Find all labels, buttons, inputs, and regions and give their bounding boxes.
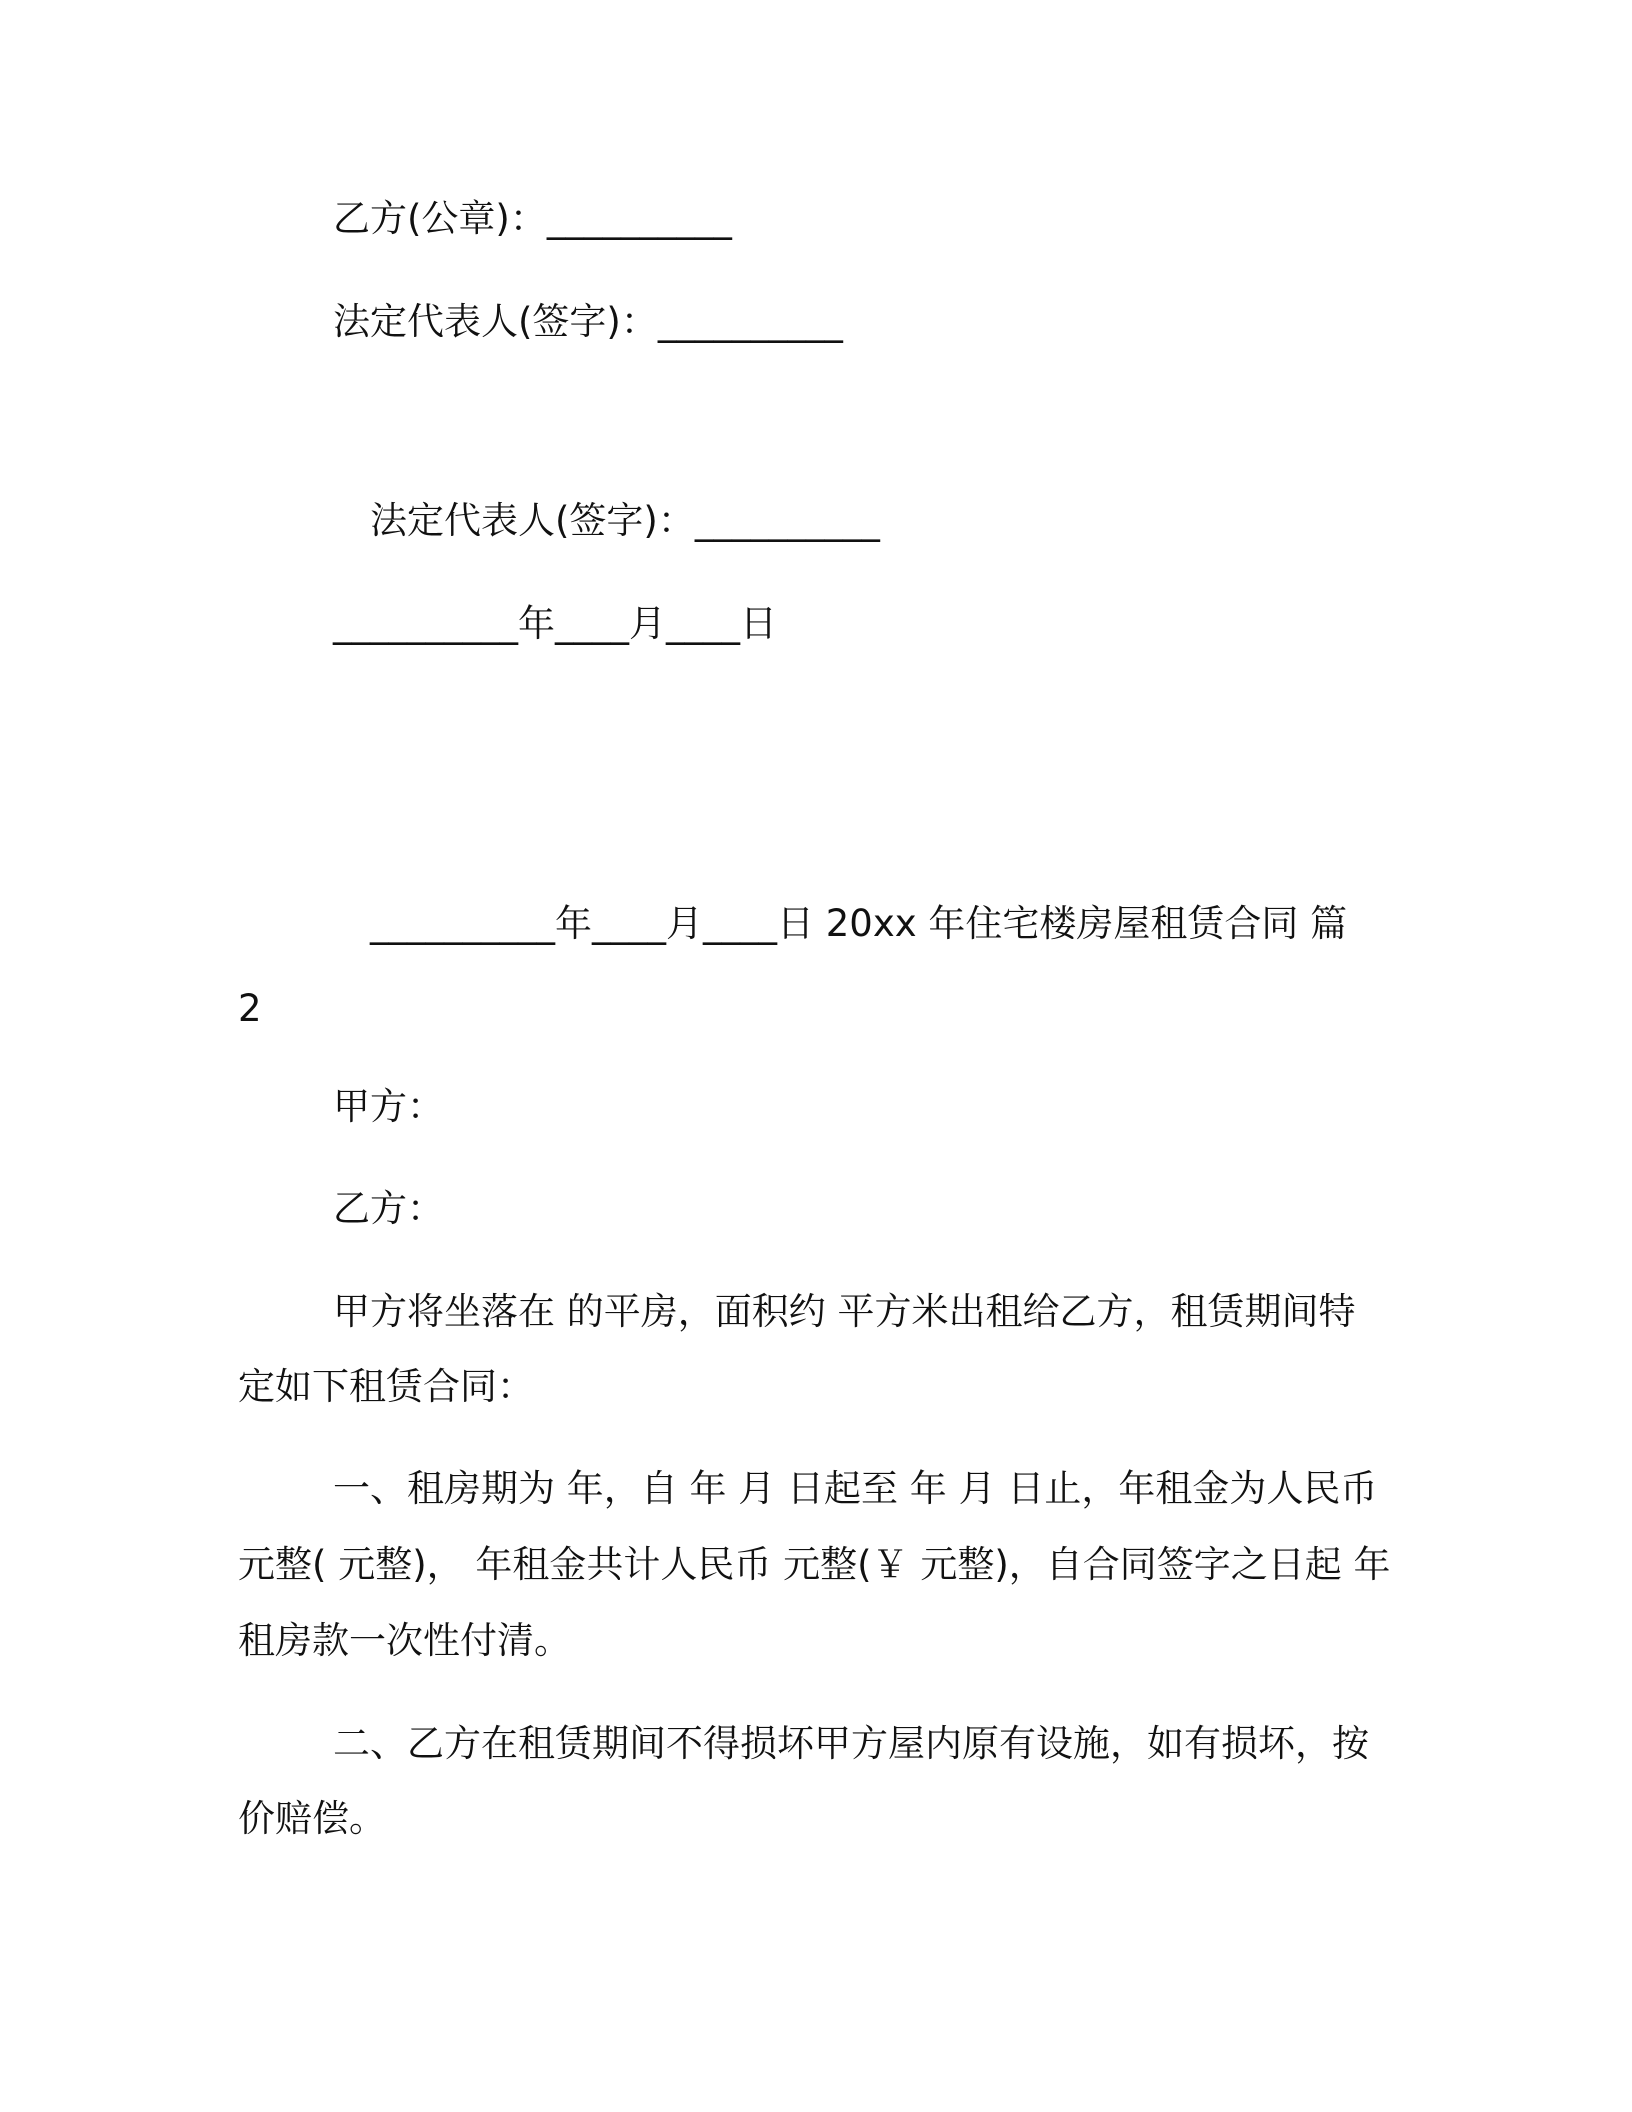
clause-1-line-2: 元整( 元整)， 年租金共计人民币 元整(￥ 元整)，自合同签字之日起 年: [238, 1543, 1391, 1586]
party-b-seal-line: 乙方(公章)：__________: [333, 197, 732, 240]
clause-1-line-3: 租房款一次性付清。: [238, 1619, 571, 1662]
party-b-label: 乙方：: [333, 1187, 444, 1230]
intro-paragraph-line-2: 定如下租赁合同：: [238, 1365, 534, 1408]
party-a-label: 甲方：: [333, 1085, 444, 1128]
intro-paragraph-line-1: 甲方将坐落在 的平房，面积约 平方米出租给乙方，租赁期间特: [333, 1290, 1356, 1333]
clause-1-line-1: 一、租房期为 年，自 年 月 日起至 年 月 日止，年租金为人民币: [333, 1467, 1378, 1510]
contract-title-line: __________年____月____日 20xx 年住宅楼房屋租赁合同 篇: [370, 902, 1348, 945]
contract-title-number: 2: [238, 987, 262, 1030]
legal-rep-signature-line-2: 法定代表人(签字)：__________: [370, 499, 880, 542]
date-line: __________年____月____日: [333, 602, 777, 645]
clause-2-line-1: 二、乙方在租赁期间不得损坏甲方屋内原有设施，如有损坏，按: [333, 1722, 1369, 1765]
clause-2-line-2: 价赔偿。: [238, 1797, 386, 1840]
legal-rep-signature-line: 法定代表人(签字)：__________: [333, 300, 843, 343]
